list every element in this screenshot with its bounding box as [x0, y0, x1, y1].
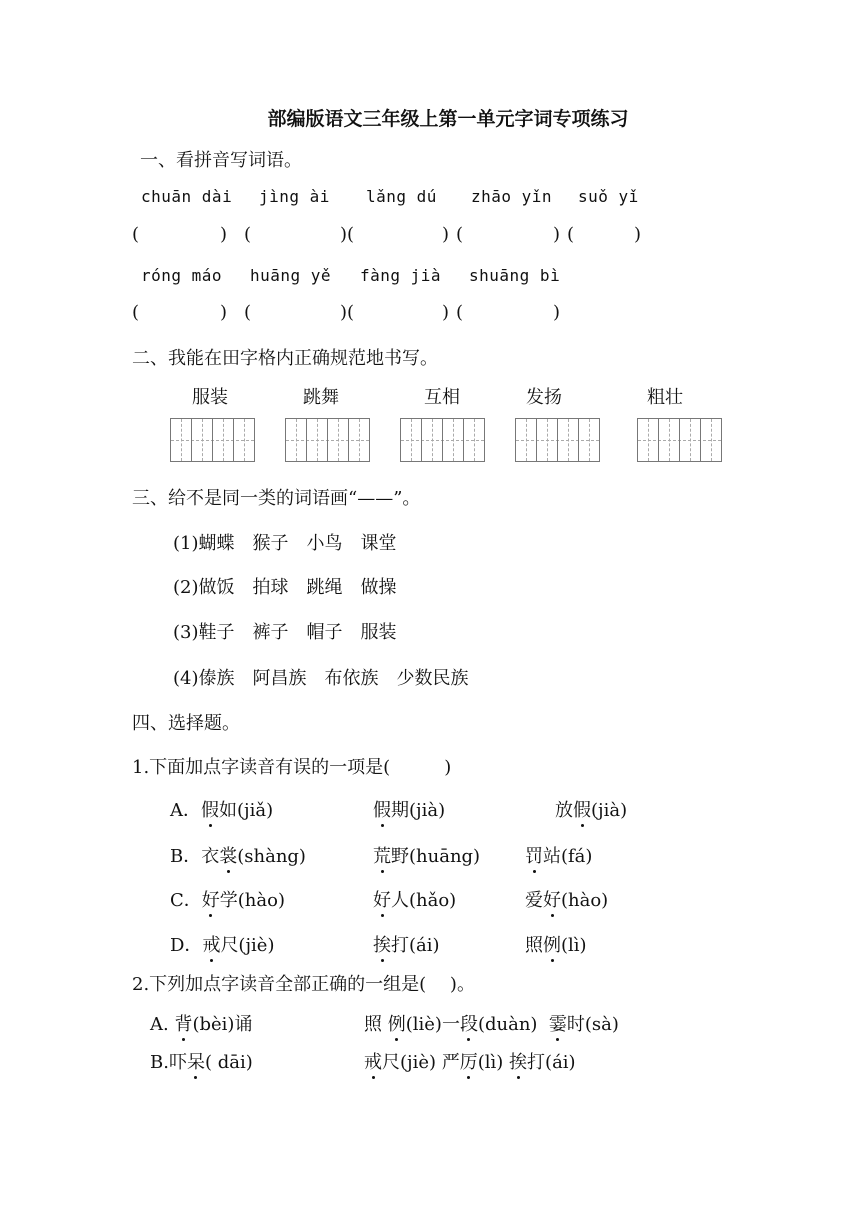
option-text: 照 — [525, 935, 543, 956]
option-text: 打(ái) — [527, 1052, 576, 1073]
option-a-row — [170, 796, 273, 822]
option-text: 尺(jiè) — [220, 935, 275, 956]
paren-open: ( — [456, 224, 464, 245]
section3-heading: 三、给不是同一类的词语画“——”。 — [132, 488, 421, 509]
pinyin-1: chuān dài — [141, 187, 233, 206]
dotted-char: 例 — [387, 1014, 406, 1035]
option-text: 野(huāng) — [391, 846, 481, 867]
pinyin-9: shuāng bì — [469, 266, 561, 285]
option-text: 如(jiǎ) — [219, 800, 274, 821]
paren-open: ( — [567, 224, 575, 245]
paren-close: ) — [340, 302, 348, 323]
word-group-row: (4)傣族 阿昌族 布依族 少数民族 — [173, 668, 469, 689]
writing-word-3: 互相 — [424, 387, 460, 408]
dotted-char: 霎 — [548, 1014, 567, 1035]
option-text: 尺(jiè) 严 — [382, 1052, 460, 1073]
option-b-row — [170, 842, 306, 868]
pinyin-8: fàng jià — [360, 266, 442, 285]
dotted-char: 罚 — [525, 846, 543, 867]
writing-word-1: 服装 — [192, 387, 228, 408]
dotted-char: 荒 — [373, 846, 391, 867]
option-a-item-2 — [373, 796, 445, 822]
tianzige-grid-1[interactable] — [170, 418, 255, 462]
paren-open: ( — [244, 224, 252, 245]
paren-close: ) — [220, 224, 228, 245]
dotted-char: 好 — [201, 890, 220, 911]
paren-close: ) — [340, 224, 348, 245]
dotted-char: 例 — [543, 935, 561, 956]
page-title: 部编版语文三年级上第一单元字词专项练习 — [267, 108, 629, 130]
tianzige-grid-2[interactable] — [285, 418, 370, 462]
option-label: C． — [170, 890, 202, 911]
dotted-char: 好 — [543, 890, 561, 911]
word-group-row: (2)做饭 拍球 跳绳 做操 — [173, 577, 397, 598]
option-text: 照 — [364, 1014, 382, 1035]
word-group-row: (1)蝴蝶 猴子 小鸟 课堂 — [173, 533, 397, 554]
paren-open: ( — [347, 224, 355, 245]
paren-close: ) — [442, 302, 450, 323]
q2-option-b-rest — [364, 1048, 576, 1074]
option-d-item-3 — [525, 931, 587, 957]
paren-open: ( — [244, 302, 252, 323]
dotted-char: 假 — [573, 800, 591, 821]
option-text: (jià) — [591, 800, 628, 821]
paren-open: ( — [456, 302, 464, 323]
option-b-item-2 — [373, 842, 480, 868]
question-2-stem: 2.下列加点字读音全部正确的一组是( )。 — [132, 974, 475, 995]
option-label: B.吓 — [150, 1052, 187, 1073]
option-text: (lì) — [561, 935, 587, 956]
option-text: 打(ái) — [391, 935, 440, 956]
option-b-item-3 — [525, 842, 592, 868]
option-text: (hào) — [561, 890, 609, 911]
pinyin-4: zhāo yǐn — [471, 187, 553, 206]
option-text: 放 — [555, 800, 573, 821]
option-text: (shàng) — [237, 846, 306, 867]
paren-open: ( — [132, 302, 140, 323]
paren-close: ) — [220, 302, 228, 323]
option-text: (duàn) — [477, 1014, 538, 1035]
option-text: 人(hǎo) — [391, 890, 457, 911]
dotted-char: 呆 — [186, 1052, 205, 1073]
paren-close: ) — [442, 224, 450, 245]
option-c-item-3 — [525, 886, 608, 912]
dotted-char: 裳 — [219, 846, 238, 867]
dotted-char: 背 — [174, 1014, 193, 1035]
option-text: 站(fá) — [543, 846, 593, 867]
dotted-char: 段 — [459, 1014, 478, 1035]
section4-heading: 四、选择题。 — [132, 713, 240, 734]
q2-option-a — [150, 1010, 252, 1036]
option-label: B． — [170, 846, 202, 867]
writing-word-5: 粗壮 — [647, 387, 683, 408]
writing-word-2: 跳舞 — [303, 387, 339, 408]
pinyin-3: lǎng dú — [366, 187, 437, 206]
option-text: ( dāi) — [204, 1052, 253, 1073]
dotted-char: 挨 — [373, 935, 391, 956]
option-label: A. — [150, 1014, 169, 1035]
dotted-char: 挨 — [509, 1052, 528, 1073]
option-text: (bèi)诵 — [192, 1014, 253, 1035]
tianzige-grid-4[interactable] — [515, 418, 600, 462]
option-d-item-2 — [373, 931, 440, 957]
dotted-char: 假 — [201, 800, 219, 821]
option-text: 时(sà) — [566, 1014, 619, 1035]
option-text: (liè)一 — [405, 1014, 460, 1035]
question-1-stem: 1.下面加点字读音有误的一项是( ) — [132, 757, 452, 778]
option-text: (lì) — [477, 1052, 510, 1073]
option-a-item-3 — [555, 796, 627, 822]
writing-word-4: 发扬 — [526, 387, 562, 408]
option-c-item-2 — [373, 886, 456, 912]
option-text: 爱 — [525, 890, 543, 911]
dotted-char: 戒 — [202, 935, 221, 956]
option-d-row — [170, 931, 274, 957]
tianzige-grid-5[interactable] — [637, 418, 722, 462]
pinyin-7: huāng yě — [250, 266, 332, 285]
option-text: 学(hào) — [219, 890, 285, 911]
word-group-row: (3)鞋子 裤子 帽子 服装 — [173, 622, 397, 643]
option-c-row — [170, 886, 285, 912]
paren-open: ( — [132, 224, 140, 245]
paren-open: ( — [347, 302, 355, 323]
dotted-char: 假 — [373, 800, 391, 821]
pinyin-6: róng máo — [141, 266, 223, 285]
q2-option-b — [150, 1048, 253, 1074]
option-text: 期(jià) — [391, 800, 446, 821]
tianzige-grid-3[interactable] — [400, 418, 485, 462]
section1-heading: 一、看拼音写词语。 — [140, 150, 302, 171]
pinyin-2: jìng ài — [259, 187, 330, 206]
dotted-char: 好 — [373, 890, 391, 911]
section2-heading: 二、我能在田字格内正确规范地书写。 — [132, 348, 438, 369]
dotted-char: 戒 — [364, 1052, 382, 1073]
option-label: A． — [170, 800, 201, 821]
dotted-char: 厉 — [459, 1052, 478, 1073]
option-label: D． — [170, 935, 203, 956]
pinyin-5: suǒ yǐ — [578, 187, 639, 206]
q2-option-a-rest — [364, 1010, 619, 1036]
paren-close: ) — [553, 302, 561, 323]
paren-close: ) — [634, 224, 642, 245]
paren-close: ) — [553, 224, 561, 245]
option-text: 衣 — [201, 846, 220, 867]
